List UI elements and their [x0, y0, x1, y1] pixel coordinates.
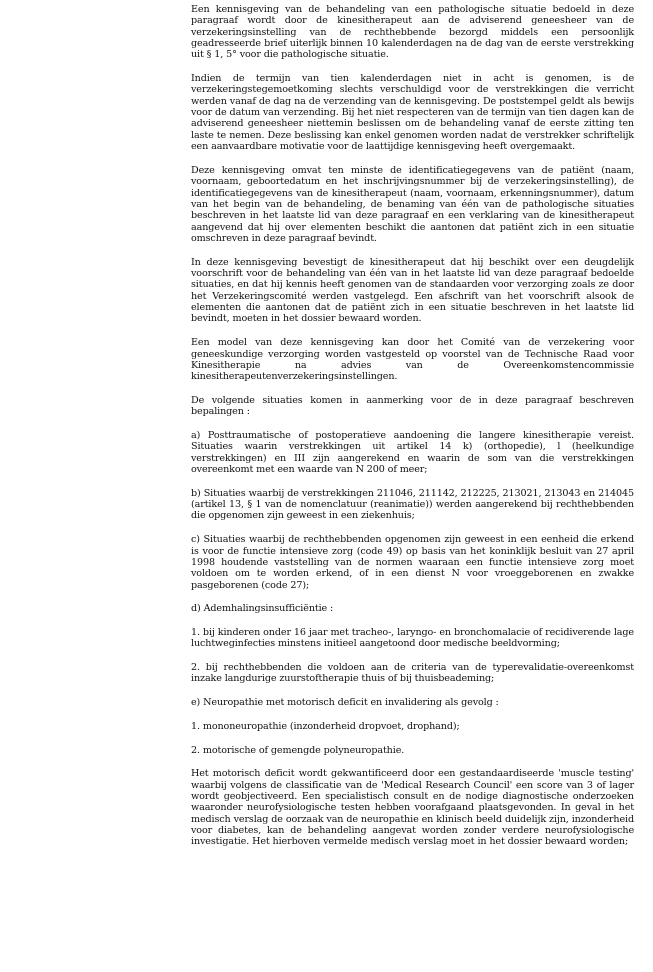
paragraph-situations-intro: De volgende situaties komen in aanmerking voor de in deze paragraaf beschreven bepalingen :	[191, 394, 634, 418]
list-item-situation-e1: 1. mononeuropathie (inzonderheid dropvoet, drophand);	[191, 720, 460, 732]
paragraph-motor-deficit: Het motorisch deficit wordt gekwantificeerd door een gestandaardiseerde 'muscle testing' waarbij volgens de classificatie van de 'Medical Research Council' een score van 3 of lager wordt geobjectiveerd. Een specialistisch consult en de nodige diagnostische onderzoeken waaronder neurofysiologische testen hebben voorafgaand plaatsgevonden. In geval in het medisch verslag de oorzaak van de neuropathie en klinisch beeld duidelijk zijn, inzonderheid voor diabetes, kan de behandeling aangevat worden zonder verdere neurofysiologische investigatie. Het hierboven vermelde medisch verslag moet in het dossier bewaard worden;	[191, 768, 634, 848]
list-item-situation-b: b) Situaties waarbij de verstrekkingen 211046, 211142, 212225, 213021, 213043 en 214045 (artikel 13, § 1 van de nomenclatuur (reanimatie)) werden aangerekend bij rechthebbenden die opgenomen zijn geweest in een ziekenhuis;	[191, 487, 634, 522]
paragraph-notification: Een kennisgeving van de behandeling van een pathologische situatie bedoeld in deze paragraaf wordt door de kinesitherapeut aan de adviserend geneesheer van de verzekeringsinstelling van de rechthebbende bezorgd middels een persoonlijk geadresseerde brief uiterlijk binnen 10 kalenderdagen na de dag van de eerste verstrekking uit § 1, 5° voor die pathologische situatie.	[191, 4, 634, 61]
list-item-situation-d1: 1. bij kinderen onder 16 jaar met tracheo-, laryngo- en bronchomalacie of recidiverende lage luchtweginfecties minstens initieel aangetoond door medische beeldvorming;	[191, 627, 634, 650]
list-item-situation-c: c) Situaties waarbij de rechthebbenden opgenomen zijn geweest in een eenheid die erkend is voor de functie intensieve zorg (code 49) op basis van het koninklijk besluit van 27 april 1998 houdende vaststelling van de normen waaraan een functie intensieve zorg moet voldoen om te worden erkend, of in een dienst N voor vroeggeborenen en zwakke pasgeborenen (code 27);	[191, 534, 634, 591]
paragraph-notification-content: Deze kennisgeving omvat ten minste de identificatiegegevens van de patiënt (naam, voornaam, geboortedatum en het inschrijvingsnummer bij de verzekeringsinstelling), de identificatiegegevens van de kinesitherapeut (naam, voornaam, erkenningsnummer), datum van het begin van de behandeling, de benaming van één van de pathologische situaties beschreven in het laatste lid van deze paragraaf en een verklaring van de kinesitherapeut aangevend dat hij over elementen beschikt die aantonen dat patiënt zich in een situatie omschreven in deze paragraaf bevindt.	[191, 164, 634, 244]
list-item-situation-a: a) Posttraumatische of postoperatieve aandoening die langere kinesitherapie vereist. Situaties waarin verstrekkingen uit artikel 14 k) (orthopedie), l (heelkundige verstrekkingen) en III zijn aangerekend en waarin de som van die verstrekkingen overeenkomt met een waarde van N 200 of meer;	[191, 430, 634, 476]
list-item-situation-d2: 2. bij rechthebbenden die voldoen aan de criteria van de typerevalidatie-overeenkomst inzake langdurige zuurstoftherapie thuis of bij thuisbeademing;	[191, 662, 634, 685]
paragraph-confirmation: In deze kennisgeving bevestigt de kinesitherapeut dat hij beschikt over een deugdelijk voorschrift voor de behandeling van één van in het laatste lid van deze paragraaf bedoelde situaties, en dat hij kennis heeft genomen van de standaarden voor verzorging zoals ze door het Verzekeringscomité werden vastgelegd. Een afschrift van het voorschrift alsook de elementen die aantonen dat de patiënt zich in een situatie beschreven in het laatste lid bevindt, moeten in het dossier bewaard worden.	[191, 256, 634, 325]
paragraph-model: Een model van deze kennisgeving kan door het Comité van de verzekering voor geneeskundige verzorging worden vastgesteld op voorstel van de Technische Raad voor Kinesitherapie na advies van de Overeenkomstencommissie kinesitherapeutenverzekeringsinstellingen.	[191, 337, 634, 383]
paragraph-deadline: Indien de termijn van tien kalenderdagen niet in acht is genomen, is de verzekeringstegemoetkoming slechts verschuldigd voor de verstrekkingen die verricht werden vanaf de dag na de verzending van de kennisgeving. De poststempel geldt als bewijs voor de datum van verzending. Bij het niet respecteren van de termijn van tien dagen kan de adviserend geneesheer niettemin beslissen om de behandeling vanaf de eerste zitting ten laste te nemen. Deze beslissing kan enkel genomen worden nadat de verstrekker schriftelijk een aanvaardbare motivatie voor de laattijdige kennisgeving heeft overgemaakt.	[191, 73, 634, 153]
list-item-situation-e: e) Neuropathie met motorisch deficit en invalidering als gevolg :	[191, 697, 499, 709]
document-page	[191, 4, 634, 860]
list-item-situation-e2: 2. motorische of gemengde polyneuropathie.	[191, 744, 405, 756]
list-item-situation-d: d) Ademhalingsinsufficiëntie :	[191, 603, 334, 615]
